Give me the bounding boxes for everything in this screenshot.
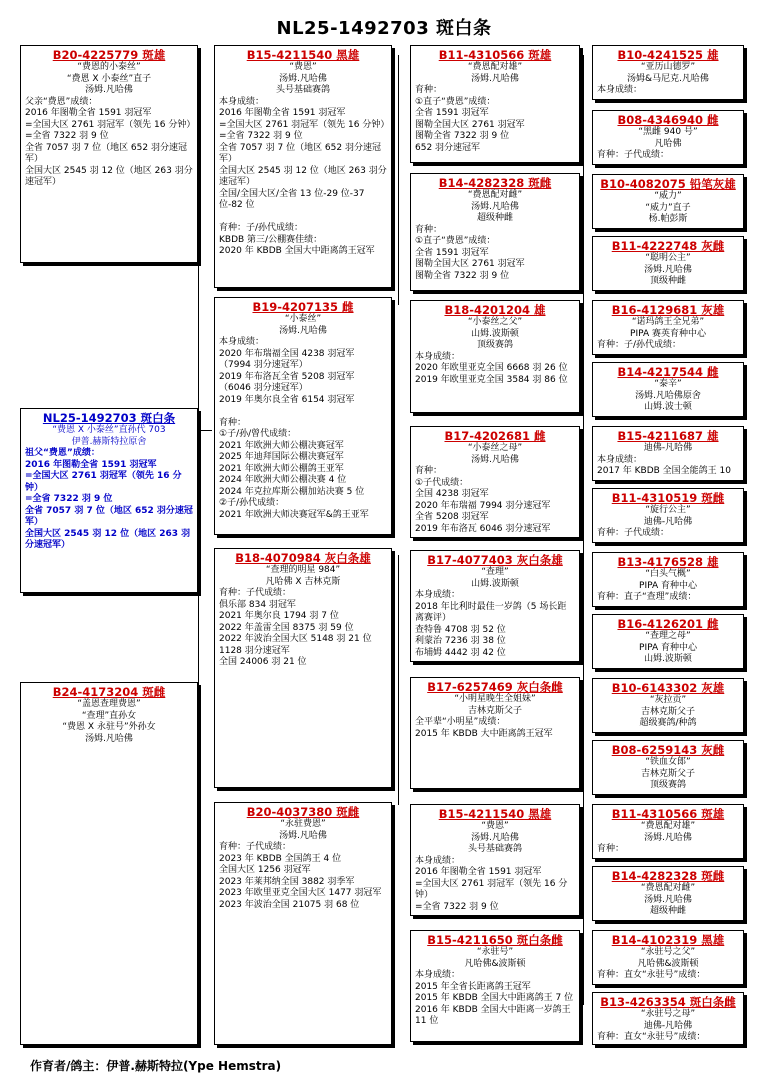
pedigree-box-b7 — [592, 174, 744, 229]
pigeon-ring[interactable]: B11-4222748 灰雌 — [611, 239, 725, 253]
pedigree-box-b16 — [592, 488, 744, 543]
pigeon-info: “费恩” 汤姆.凡哈佛 头号基础赛鸽 — [467, 821, 522, 854]
pedigree-box-b15 — [592, 426, 744, 481]
pigeon-ring[interactable]: B14-4217544 雌 — [617, 365, 719, 379]
pigeon-ring[interactable]: B11-4310566 斑雄 — [438, 48, 552, 62]
pigeon-info: “泰辛” 汤姆.凡哈佛原舍 山姆.波士顿 — [635, 379, 701, 412]
pedigree-box-b8 — [592, 236, 744, 291]
pigeon-info: “小泰丝” 汤姆.凡哈佛 — [279, 314, 327, 336]
pigeon-results: 育种：子/孙代成绩： — [597, 340, 682, 350]
pigeon-results: 本身成绩： 2018 年比利时最佳一岁鸽（5 场长距离赛评） 查特鲁 4708 羽 52 位 利蒙治 7236 羽 38 位 布埔姆 4442 羽 42 位 — [415, 590, 567, 658]
pedigree-box-b11 — [410, 300, 580, 413]
pigeon-results: 本身成绩： 2015 年全省长距离鸽王冠军 2015 年 KBDB 全国大中距离鸽王 7 位 2016 年 KBDB 全国大中距离一岁鸽王 11 位 — [415, 970, 574, 1026]
pigeon-ring[interactable]: B14-4282328 斑雌 — [611, 869, 725, 883]
pigeon-ring[interactable]: B08-4346940 雌 — [617, 113, 719, 127]
pedigree-box-b25 — [214, 802, 392, 1045]
pigeon-results: 育种：直子“查理”成绩： — [597, 592, 697, 602]
pigeon-ring[interactable]: B15-4211687 雄 — [617, 429, 719, 443]
pigeon-results: 本身成绩： — [597, 85, 643, 95]
connector-line — [398, 55, 399, 305]
connector-line — [198, 55, 199, 695]
pigeon-info: “小泰丝之母” 汤姆.凡哈佛 — [467, 443, 523, 465]
pedigree-box-b31 — [592, 992, 744, 1045]
pigeon-results: 全平辈“小明星”成绩： 2015 年 KBDB 大中距离鸽王冠军 — [415, 717, 553, 739]
pedigree-box-b6 — [410, 173, 580, 291]
pigeon-info: “聪明公主” 汤姆.凡哈佛 顶级种雌 — [644, 253, 692, 286]
pigeon-results: 本身成绩： 2017 年 KBDB 全国全能鸽王 10 — [597, 454, 731, 476]
pigeon-ring[interactable]: NL25-1492703 斑白条 — [42, 411, 176, 425]
pedigree-box-b28 — [592, 866, 744, 921]
pigeon-ring[interactable]: B13-4263354 斑白条雌 — [600, 995, 736, 1009]
pigeon-ring[interactable]: B20-4225779 斑雄 — [52, 48, 166, 62]
pigeon-info: “费恩的小泰丝” “费恩 X 小泰丝”直子 汤姆.凡哈佛 — [66, 62, 152, 95]
pigeon-ring[interactable]: B11-4310519 斑雌 — [611, 491, 725, 505]
pigeon-ring[interactable]: B17-4202681 雌 — [444, 429, 546, 443]
pigeon-ring[interactable]: B17-6257469 灰白条雌 — [427, 680, 563, 694]
pigeon-info: “费恩” 汤姆.凡哈佛 头号基础赛鸽 — [275, 62, 330, 95]
pigeon-info: “亚历山德罗” 汤姆&马尼克.凡哈佛 — [627, 62, 709, 84]
breeder-footer: 作育者/鸽主：伊普.赫斯特拉(Ype Hemstra) — [30, 1059, 282, 1073]
pigeon-ring[interactable]: B20-4037380 斑雌 — [246, 805, 360, 819]
pigeon-info: “旋行公主” 迪佛-凡哈佛 — [643, 505, 693, 527]
pigeon-ring[interactable]: B14-4102319 黑雄 — [611, 933, 725, 947]
pigeon-ring[interactable]: B16-4129681 灰雄 — [611, 303, 725, 317]
pigeon-info: “费恩配对雌” 汤姆.凡哈佛 超级种雌 — [640, 883, 696, 916]
pigeon-ring[interactable]: B18-4201204 雄 — [444, 303, 546, 317]
connector-line — [583, 55, 584, 1005]
pedigree-box-b19 — [410, 550, 580, 662]
pigeon-ring[interactable]: B10-4241525 雄 — [617, 48, 719, 62]
pedigree-box-b21 — [592, 614, 744, 669]
pigeon-results: 育种： ①子代成绩： 全国 4238 羽冠军 2020 年布瑞福 7994 羽分速冠军 全省 5208 羽冠军 2019 年布洛瓦 6046 羽分速冠军 — [415, 466, 551, 534]
pigeon-info: “小泰丝之父” 山姆.波斯顿 顶级赛鸽 — [467, 317, 523, 350]
pedigree-box-b18 — [214, 548, 392, 788]
pigeon-ring[interactable]: B11-4310566 斑雄 — [611, 807, 725, 821]
pigeon-ring[interactable]: B15-4211540 黑雄 — [246, 48, 360, 62]
pedigree-box-b17 — [20, 682, 198, 1045]
pigeon-results: 育种：子代成绩： 俱乐部 834 羽冠军 2021 年奥尔良 1794 羽 7 位 2022 年盖雷全国 8375 羽 59 位 2022 年波治全国大区 5148 羽 21 位 1128 羽分速冠军 全国 24006 羽 21 位 — [219, 588, 372, 667]
pigeon-ring[interactable]: B10-4082075 铅笔灰雄 — [600, 177, 736, 191]
pigeon-info: “费恩 X 小泰丝”直孙代 703 伊普.赫斯特拉原舍 — [52, 425, 166, 447]
pedigree-box-b4 — [592, 45, 744, 100]
pigeon-results: 育种：子代成绩： — [597, 150, 670, 160]
pigeon-results: 本身成绩： 2020 年欧里亚克全国 6668 羽 26 位 2019 年欧里亚克全国 3584 羽 86 位 — [415, 351, 568, 385]
pedigree-box-b5 — [592, 110, 744, 165]
pigeon-info: 迪佛-凡哈佛 — [643, 443, 693, 453]
pigeon-info: “永驻号之母” 迪佛-凡哈佛 — [640, 1009, 696, 1031]
pigeon-info: “白头气概” PIPA 育种中心 — [639, 569, 697, 591]
pigeon-ring[interactable]: B16-4126201 雌 — [617, 617, 719, 631]
pedigree-box-b24 — [592, 740, 744, 795]
pigeon-results: 本身成绩： 2020 年布瑞福全国 4238 羽冠军 （7994 羽分速冠军） 2019 年布洛瓦全省 5208 羽冠军 （6046 羽分速冠军） 2019 年奥尔良全省 6154 羽冠军 育种： ①子/孙/曾代成绩： 2021 年欧洲大师公棚决赛冠军 2025 年迪拜国际公棚决赛冠军 2021 年欧洲大师公棚鸽王亚军 2024 年欧洲大师公棚决赛 4 位 2024 年克拉库斯公棚加站决赛 5 位 ②子/孙代成绩： 2021 年欧洲大师决赛冠军&鸽王亚军 — [219, 337, 369, 520]
pedigree-box-b27 — [592, 804, 744, 859]
pigeon-results: 育种：直女“永驻号”成绩： — [597, 970, 706, 980]
pigeon-info: “威力” “威力”直子 杨.帕彭斯 — [645, 191, 691, 224]
pigeon-ring[interactable]: B17-4077403 灰白条雄 — [427, 553, 563, 567]
pigeon-info: “永驻费恩” 汤姆.凡哈佛 — [279, 819, 327, 841]
pigeon-info: “小明星晚生全姐妹” 吉林克斯父子 — [454, 694, 536, 716]
pigeon-results: 育种： ①直子“费恩”成绩： 全省 1591 羽冠军 图勒全国大区 2761 羽冠军 图勒全省 7322 羽 9 位 — [415, 224, 525, 281]
pigeon-info: “永驻号之父” 凡哈佛&波斯顿 — [637, 947, 699, 969]
pigeon-info: “费恩配对雌” 汤姆.凡哈佛 超级种雌 — [467, 190, 523, 223]
pedigree-box-b29 — [410, 930, 580, 1042]
pigeon-ring[interactable]: B19-4207135 雌 — [252, 300, 354, 314]
pigeon-results: 本身成绩： 2016 年图勒全省 1591 羽冠军 =全国大区 2761 羽冠军（领先 16 分钟） =全省 7322 羽 9 位 — [415, 855, 568, 912]
pigeon-ring[interactable]: B15-4211540 黑雄 — [438, 807, 552, 821]
connector-line — [398, 555, 399, 805]
pigeon-ring[interactable]: B10-6143302 灰雄 — [611, 681, 725, 695]
pigeon-ring[interactable]: B24-4173204 斑雌 — [52, 685, 166, 699]
pigeon-results: 育种：直女“永驻号”成绩： — [597, 1032, 706, 1042]
pigeon-info: “铁血女郎” 吉林克斯父子 顶级赛鸽 — [640, 757, 695, 790]
pigeon-info: “查理的明星 984” 凡哈佛 X 吉林克斯 — [265, 565, 341, 587]
pigeon-results: 本身成绩： 2016 年图勒全省 1591 羽冠军 =全国大区 2761 羽冠军（领先 16 分钟） =全省 7322 羽 9 位 全省 7057 羽 7 位（地区 652 羽分速冠军） 全国大区 2545 羽 12 位（地区 263 羽分速冠军） 全国/全国大区/全省 13 位-29 位-37 位-82 位 育种：子/孙代成绩： KBDB 第三/公棚赛佳绩： 2020 年 KBDB 全国大中距离鸽王冠军 — [219, 96, 390, 256]
pigeon-info: “永驻号” 凡哈佛&波斯顿 — [464, 947, 526, 969]
pigeon-info: “费恩配对雄” 汤姆.凡哈佛 — [640, 821, 696, 843]
page-title: NL25-1492703 斑白条 — [276, 18, 492, 39]
pedigree-box-b20 — [592, 552, 744, 607]
pedigree-box-b22 — [410, 677, 580, 789]
pedigree-box-b2 — [214, 45, 392, 288]
pigeon-ring[interactable]: B08-6259143 灰雌 — [611, 743, 725, 757]
pigeon-ring[interactable]: B15-4211650 斑白条雌 — [427, 933, 563, 947]
pigeon-results: 祖父“费恩”成绩： 2016 年图勒全省 1591 羽冠军 =全国大区 2761 羽冠军（领先 16 分钟） =全省 7322 羽 9 位 全省 7057 羽 7 位（地区 652 羽分速冠军） 全国大区 2545 羽 12 位（地区 263 羽分速冠军） — [25, 448, 193, 550]
pigeon-info: “黑雌 940 号” 凡哈佛 — [638, 127, 698, 149]
pigeon-ring[interactable]: B14-4282328 斑雌 — [438, 176, 552, 190]
pedigree-box-b3 — [410, 45, 580, 163]
pigeon-results: 育种：子代成绩： — [597, 528, 670, 538]
pigeon-results: 父亲“费恩”成绩： 2016 年图勒全省 1591 羽冠军 =全国大区 2761 羽冠军（领先 16 分钟） =全省 7322 羽 9 位 全省 7057 羽 7 位（地区 652 羽分速冠军） 全国大区 2545 羽 12 位（地区 263 羽分速冠军） — [25, 96, 196, 187]
pigeon-ring[interactable]: B18-4070984 灰白条雄 — [235, 551, 371, 565]
pigeon-info: “查理之母” PIPA 育种中心 山姆.波斯顿 — [639, 631, 697, 664]
pigeon-info: “灰拉贡” 吉林克斯父子 超级赛鸽/种鸽 — [639, 695, 697, 728]
pigeon-results: 育种： — [597, 844, 625, 854]
pigeon-ring[interactable]: B13-4176528 雄 — [617, 555, 719, 569]
pedigree-box-b30 — [592, 930, 744, 985]
pigeon-info: “盖恩查理费恩” “查理”直孙女 “费恩 X 永驻号”外孙女 汤姆.凡哈佛 — [62, 699, 156, 744]
pedigree-box-b26 — [410, 804, 580, 916]
pigeon-info: “查理” 山姆.波斯顿 — [471, 567, 519, 589]
pedigree-box-b12 — [592, 300, 744, 355]
pigeon-results: 育种： ①直子“费恩”成绩： 全省 1591 羽冠军 图勒全国大区 2761 羽冠军 图勒全省 7322 羽 9 位 652 羽分速冠军 — [415, 85, 525, 153]
pigeon-info: “费恩配对雄” 汤姆.凡哈佛 — [467, 62, 523, 84]
pedigree-box-b14 — [410, 426, 580, 538]
pedigree-box-b10 — [214, 297, 392, 535]
pedigree-box-b1 — [20, 45, 198, 263]
pedigree-box-b13 — [592, 362, 744, 417]
pigeon-results: 育种：子代成绩： 2023 年 KBDB 全国鸽王 4 位 全国大区 1256 羽冠军 2023 年莱邦纳全国 3882 羽季军 2023 年欧里亚克全国大区 1477 羽冠军 2023 年波治全国 21075 羽 68 位 — [219, 842, 382, 910]
connector-line — [198, 430, 212, 431]
pedigree-box-subject — [20, 408, 198, 593]
pedigree-box-b23 — [592, 678, 744, 733]
pigeon-info: “诺玛鸽王全兄弟” PIPA 赛英育种中心 — [630, 317, 706, 339]
